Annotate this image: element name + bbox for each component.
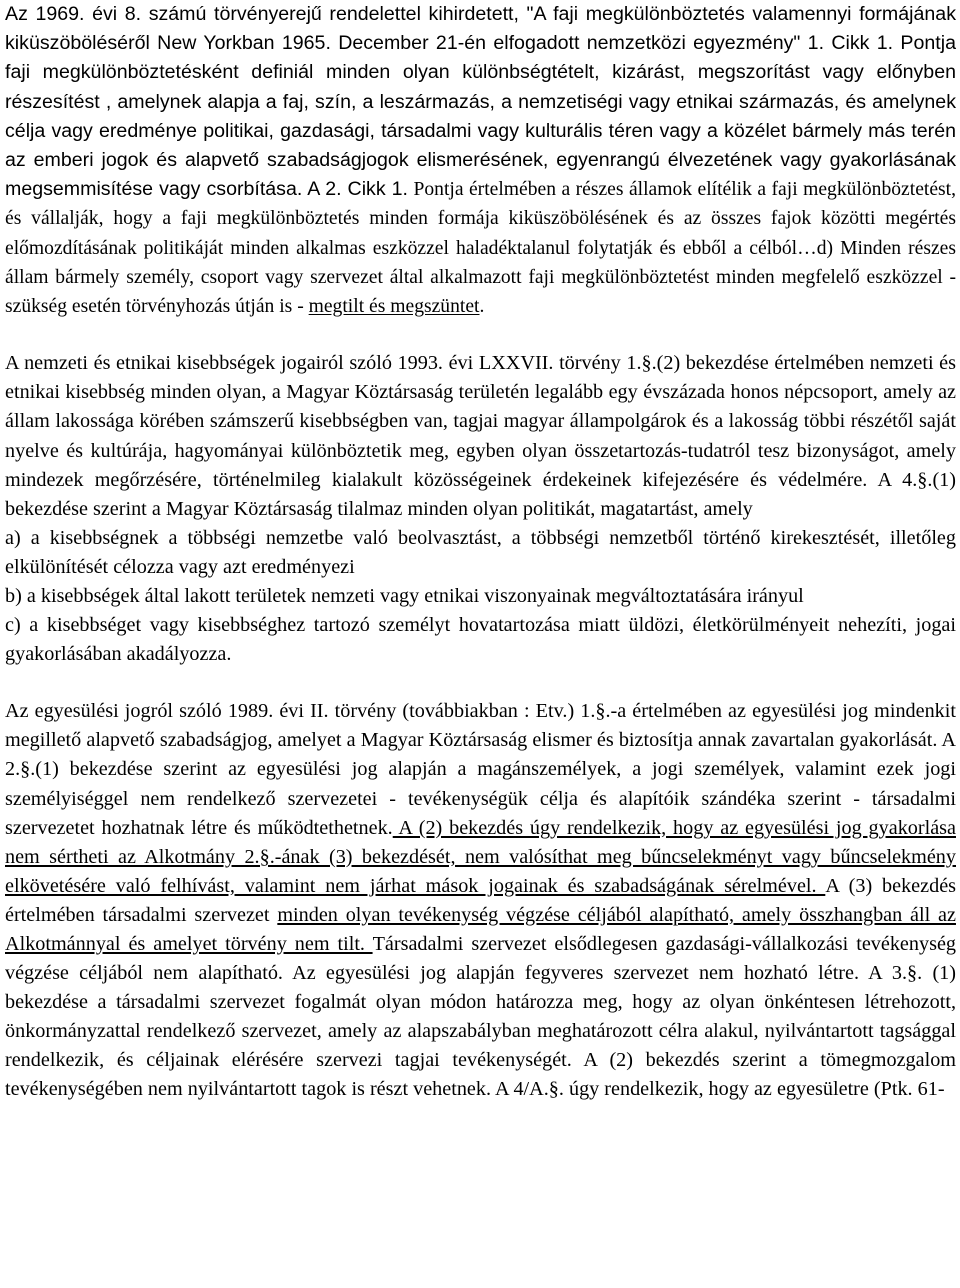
paragraph-2-item-c: c) a kisebbséget vagy kisebbséghez tartozó személyt hovatartozása miatt üldözi, életkörülményeit nehezíti, jogai gyakorlásában akadályozza. <box>5 614 956 666</box>
paragraph-1-sans-text: Az 1969. évi 8. számú törvényerejű rendelettel kihirdetett, "A faji megkülönböztetés valamennyi formájának kiküszöböléséről New Yorkban 1965. December 21-én elfogadott nemzetközi egyezmény" 1. Cikk 1. Pontja faji megkülönböztetésként definiál minden olyan különbségtételt, kizárást, megszorítást vagy előnyben részesítést , amelynek alapja a faj, szín, a leszármazás, a nemzetiségi vagy etnikai származás, és amelynek célja vagy eredménye politikai, gazdasági, társadalmi vagy kulturális téren vagy a közélet bármely más terén az emberi jogok és alapvető szabadságjogok elismerésének, egyenrangú élvezetének vagy gyakorlásának megsemmisítése vagy csorbítása. A 2. Cikk 1. <box>5 3 956 201</box>
paragraph-3-text-3: Társadalmi szervezet elsődlegesen gazdasági-vállalkozási tevékenység végzése céljából nem alapítható. Az egyesülési jog alapján fegyveres szervezet nem hozható létre. A 3.§. (1) bekezdése a társadalmi szervezet fogalmát olyan módon határozza meg, hogy az olyan önkéntesen létrehozott, önkormányzattal rendelkező szervezet, amely az alapszabályban meghatározott célra alakul, nyilvántartott tagsággal rendelkezik, és céljainak elérésére szervezi tagjai tevékenységét. A (2) bekezdés szerint a tömegmozgalom tevékenységében nem nyilvántartott tagok is részt vehetnek. A 4/A.§. úgy rendelkezik, hogy az egyesületre (Ptk. 61- <box>5 933 956 1101</box>
paragraph-3-text-1: Az egyesülési jogról szóló 1989. évi II. törvény (továbbiakban : Etv.) 1.§.-a értelmében az egyesülési jog mindenkit megillető alapvető szabadságjog, amelyet a Magyar Köztársaság elismer és biztosítja annak zavartalan gyakorlását. A 2.§.(1) bekezdése szerint az egyesülési jog alapján a magánszemélyek, a jogi személyek, valamint ezek jogi személyiséggel nem rendelkező szervezetei - tevékenységük célja és alapítóik szándéka szerint - társadalmi szervezetet hozhatnak létre és működtethetnek. <box>5 700 956 839</box>
paragraph-un-convention <box>5 0 956 321</box>
document-page <box>5 0 956 1288</box>
paragraph-1-end-text: . <box>479 296 485 318</box>
paragraph-2-text: A nemzeti és etnikai kisebbségek jogairól szóló 1993. évi LXXVII. törvény 1.§.(2) bekezdése értelmében nemzeti és etnikai kisebbség minden olyan, a Magyar Köztársaság területén legalább egy évszázada honos népcsoport, amely az állam lakossága körében számszerű kisebbségben van, tagjai magyar állampolgárok és a lakosság többi részétől saját nyelve és kultúrája, hagyományai különböztetik meg, egyben olyan összetartozás-tudatról tesz bizonyságot, amely mindezek megőrzésére, történelmileg kialakult közösségeinek érdekeinek kifejezésére és védelmére. A 4.§.(1) bekezdése szerint a Magyar Köztársaság tilalmaz minden olyan politikát, magatartást, amely <box>5 352 956 520</box>
paragraph-2-item-b: b) a kisebbségek által lakott területek nemzeti vagy etnikai viszonyainak megváltoztatására irányul <box>5 584 804 607</box>
paragraph-3-underlined-1: A (2) bekezdés úgy rendelkezik, hogy az egyesülési jog gyakorlása nem sértheti az Alkotmány 2.§.-ának (3) bekezdését, nem valósíthat meg bűncselekményt vagy bűncselekmény elkövetésére való felhívást, valamint nem járhat mások jogainak és szabadságának sérelmével. <box>5 816 956 897</box>
paragraph-1-serif-text: Pontja értelmében a részes államok elítélik a faji megkülönböztetést, és vállalják, hogy a faji megkülönböztetés minden formája kiküszöbölésének és az összes fajok közötti megértés előmozdításának politikáját minden alkalmas eszközzel haladéktalanul folytatják és ebből a célból…d) Minden részes állam bármely személy, csoport vagy szervezet által alkalmazott faji megkülönböztetést minden megfelelő eszközzel - szükség esetén törvényhozás útján is - <box>5 179 956 318</box>
paragraph-association-act <box>5 697 956 1104</box>
paragraph-minorities-act <box>5 349 956 669</box>
paragraph-1-underlined-text: megtilt és megszüntet <box>308 296 480 318</box>
paragraph-3-underlined-2: minden olyan tevékenység végzése céljából alapítható, amely összhangban áll az Alkotmánnyal és amelyet törvény nem tilt. <box>5 903 956 956</box>
paragraph-2-item-a: a) a kisebbségnek a többségi nemzetbe való beolvasztást, a többségi nemzetből történő kirekesztését, illetőleg elkülönítését célozza vagy azt eredményezi <box>5 526 956 578</box>
paragraph-3-text-2: A (3) bekezdés értelmében társadalmi szervezet <box>5 874 957 926</box>
